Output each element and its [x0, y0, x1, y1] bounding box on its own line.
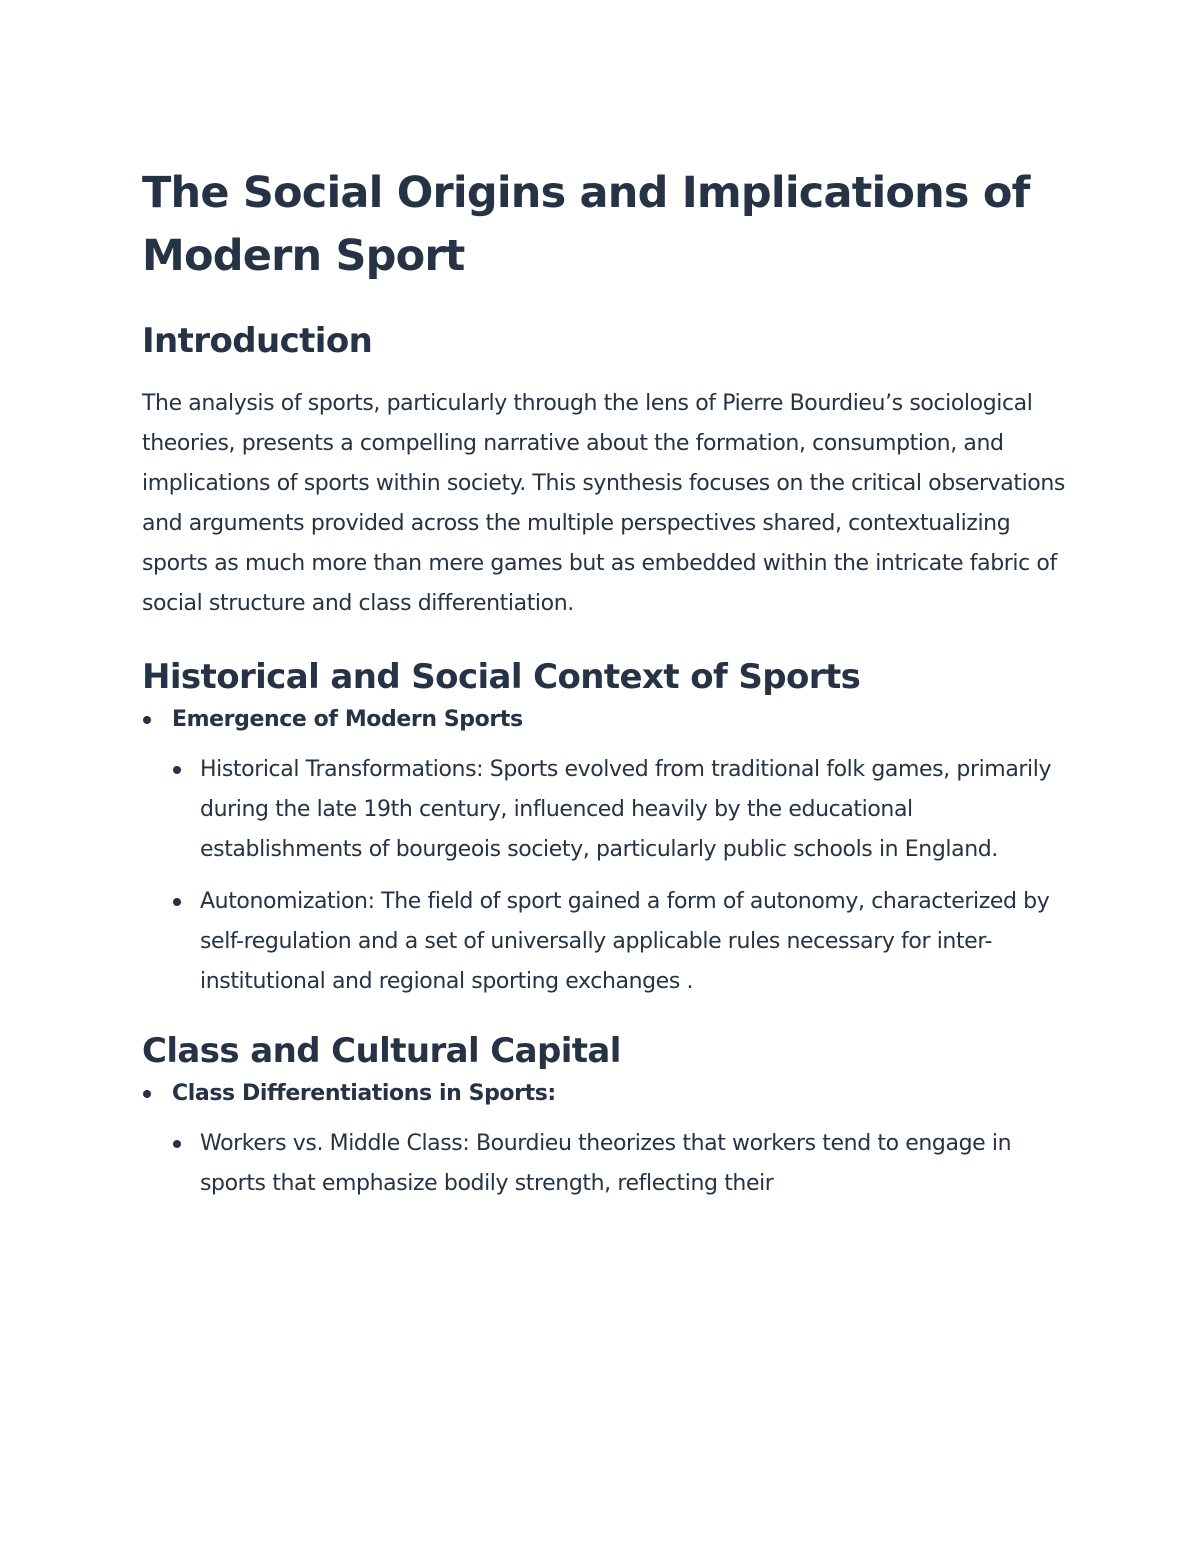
list-item: [142, 700, 1080, 1002]
bullet-icon: [173, 1140, 181, 1148]
sub-list-item-text: Workers vs. Middle Class: Bourdieu theorizes that workers tend to engage in sports that emphasize bodily strength, reflecting their: [200, 1131, 1012, 1196]
sub-list-item: [172, 1124, 1080, 1204]
bullet-icon: [173, 766, 181, 774]
sub-list-item: [172, 750, 1080, 870]
bullet-icon: [173, 898, 181, 906]
sub-list-item: [172, 882, 1080, 1002]
list-item-title: Class Differentiations in Sports:: [172, 1081, 556, 1106]
sub-list: [172, 750, 1080, 1002]
section-heading-historical-context: Historical and Social Context of Sports: [142, 657, 861, 697]
section-heading-introduction: Introduction: [142, 321, 373, 361]
document-title: The Social Origins and Implications of Modern Sport: [142, 168, 1030, 281]
list-item-title: Emergence of Modern Sports: [172, 707, 523, 732]
class-capital-list: [142, 1074, 1080, 1204]
list-item: [142, 1074, 1080, 1204]
bullet-icon: [143, 1090, 151, 1098]
historical-context-list: [142, 700, 1080, 1002]
sub-list-item-text: Historical Transformations: Sports evolved from traditional folk games, primarily during the late 19th century, influenced heavily by the educational establishments of bourgeois society, particularly public schools in England.: [200, 757, 1052, 862]
introduction-paragraph: The analysis of sports, particularly through the lens of Pierre Bourdieu’s sociological theories, presents a compelling narrative about the formation, consumption, and implications of sports within society. This synthesis focuses on the critical observations and arguments provided across the multiple perspectives shared, contextualizing sports as much more than mere games but as embedded within the intricate fabric of social structure and class differentiation.: [142, 391, 1065, 616]
section-heading-class-and-cultural-capital: Class and Cultural Capital: [142, 1031, 621, 1071]
sub-list-item-text: Autonomization: The field of sport gained a form of autonomy, characterized by self-regulation and a set of universally applicable rules necessary for inter-institutional and regional sporting exchanges .: [200, 889, 1050, 994]
sub-list: [172, 1124, 1080, 1204]
bullet-icon: [143, 716, 151, 724]
